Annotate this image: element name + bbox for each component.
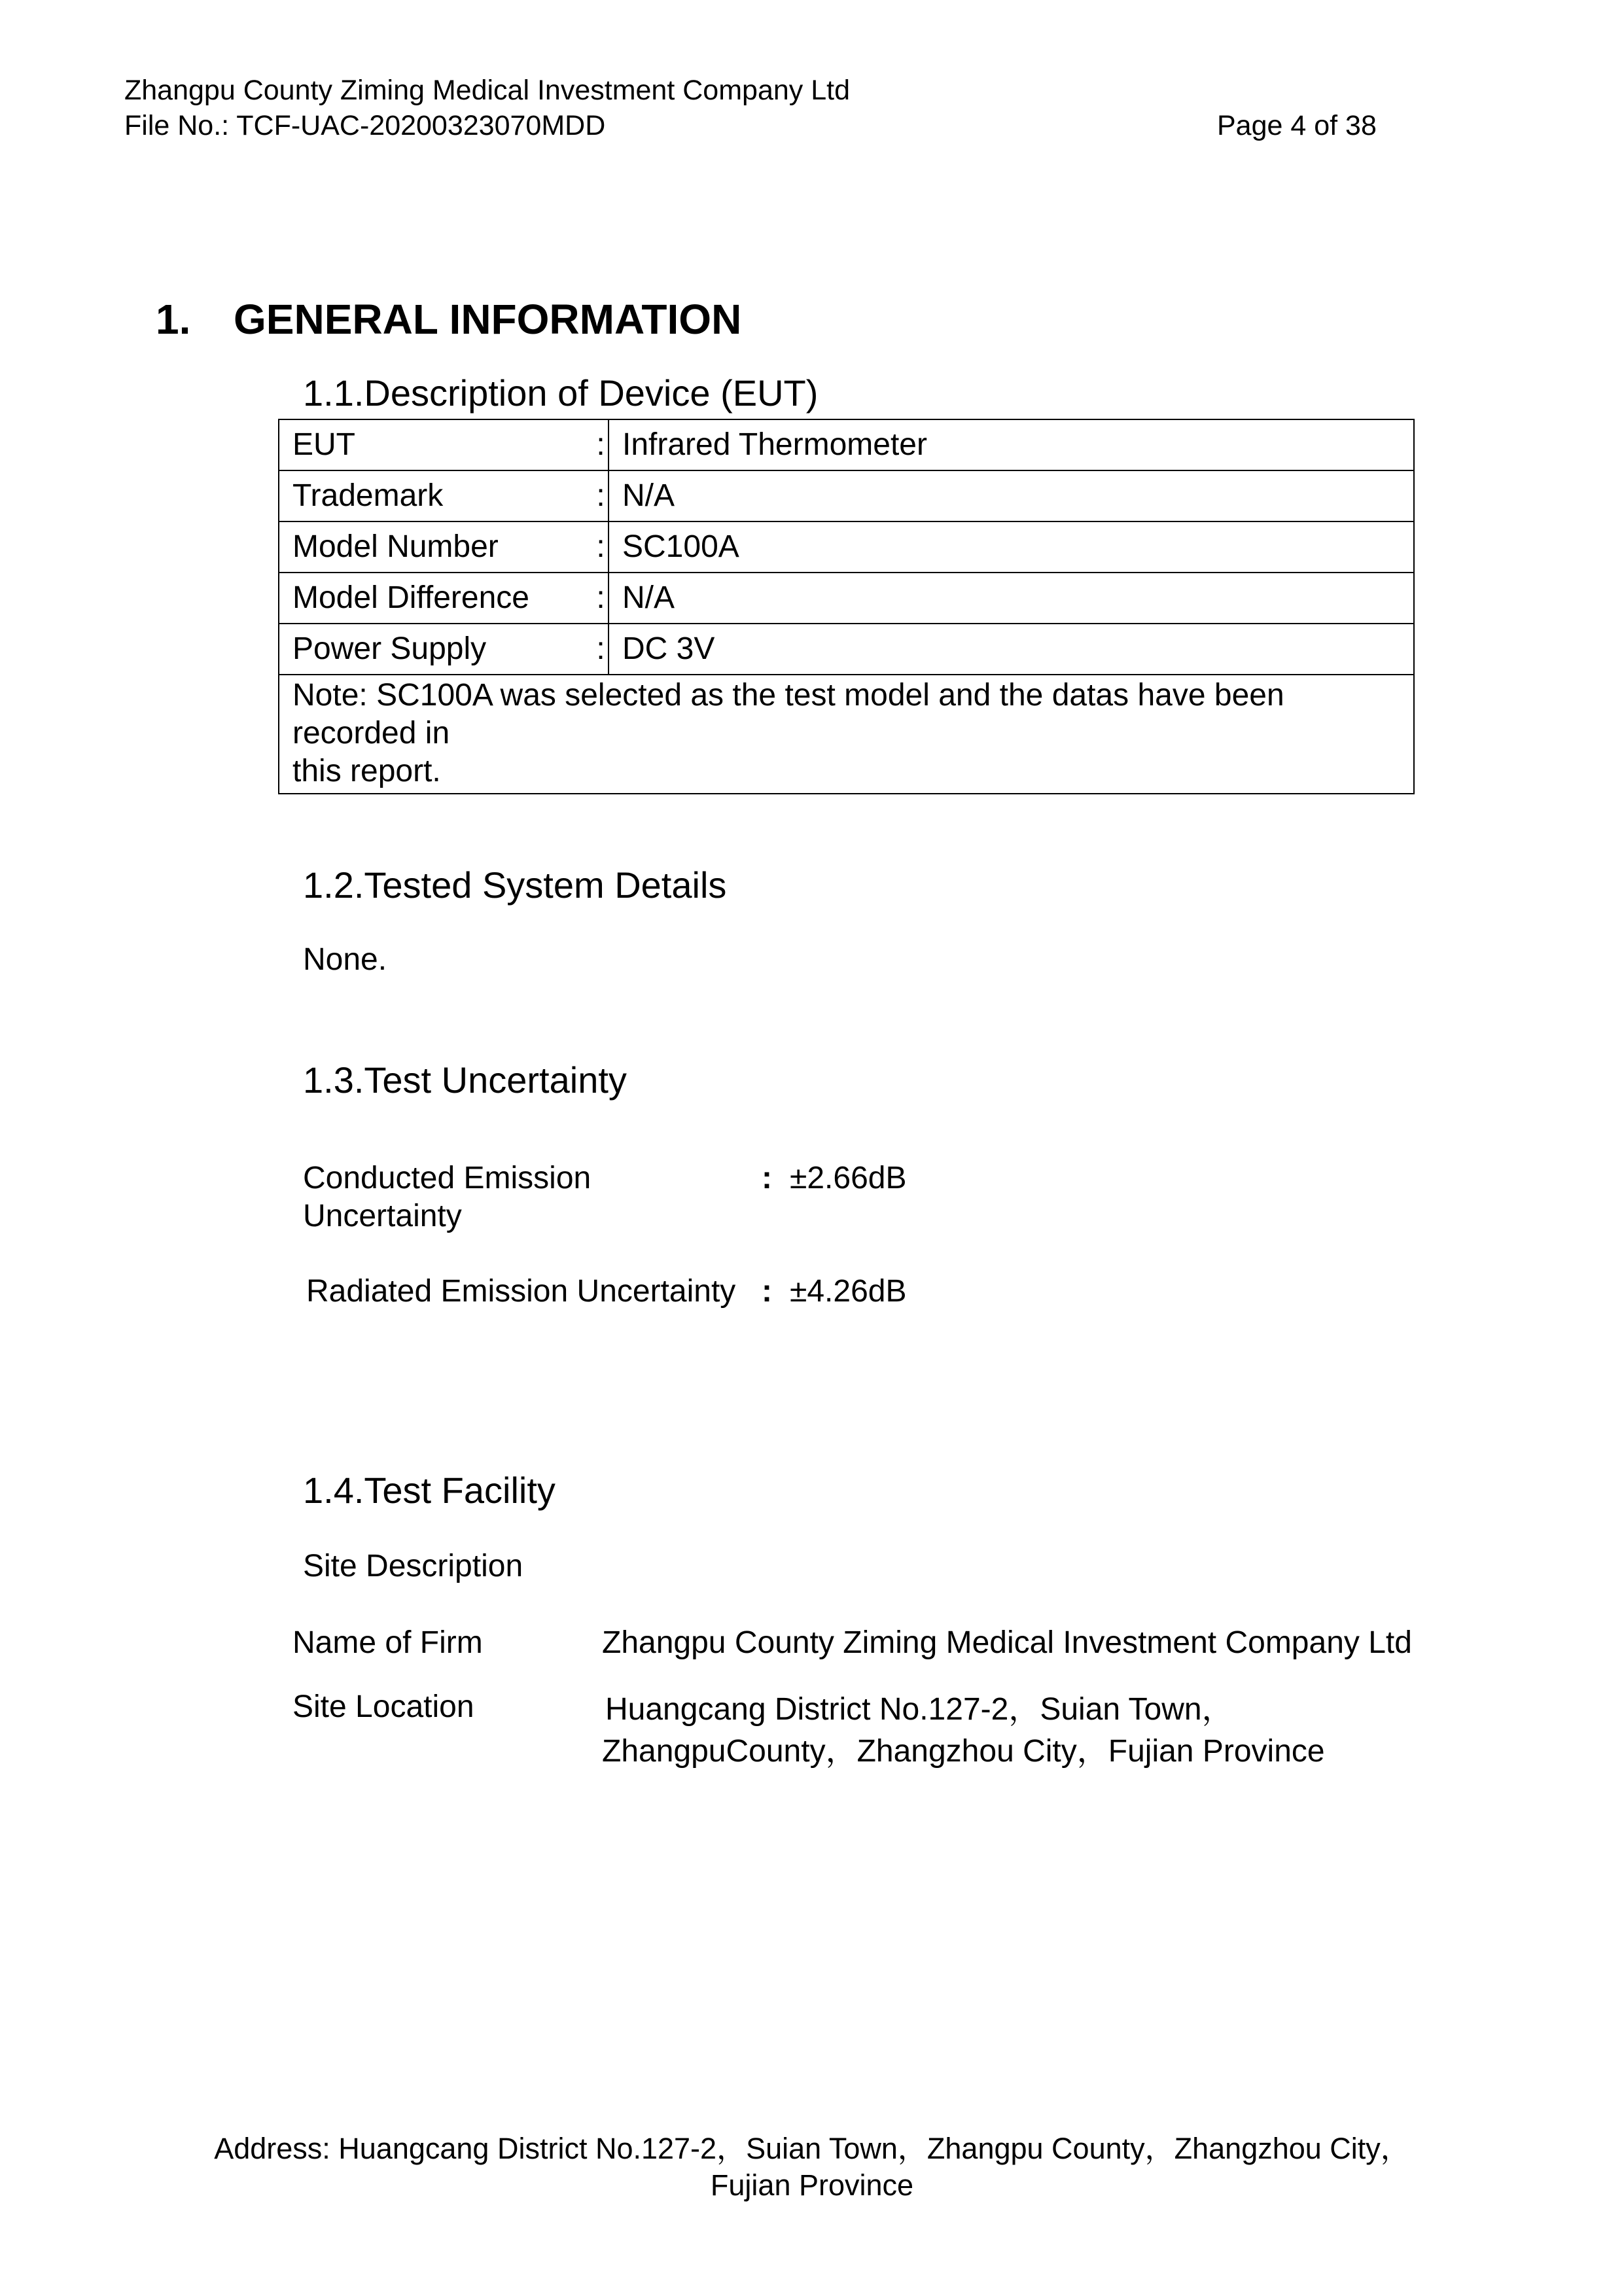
table-note: [279, 675, 1414, 794]
row-label: Model Number: [279, 521, 593, 573]
site-location-line2: ZhangpuCounty，Zhangzhou City，Fujian Province: [602, 1734, 1325, 1769]
note-line: this report.: [292, 754, 441, 788]
row-separator: :: [593, 624, 609, 675]
table-row: [279, 624, 1414, 675]
row-value: N/A: [609, 573, 1414, 624]
eut-description-table: [278, 419, 1415, 794]
conducted-emission-value: ±2.66dB: [790, 1161, 907, 1195]
footer-address: Address: Huangcang District No.127-2，Suian Town，Zhangpu County，Zhangzhou City，: [214, 2132, 1410, 2165]
table-row: [279, 419, 1414, 470]
tested-system-text: None.: [303, 942, 387, 977]
conducted-separator: :: [762, 1161, 772, 1195]
header-page-number: Page 4 of 38: [1217, 110, 1377, 141]
row-label: Model Difference: [279, 573, 593, 624]
heading-1-3: 1.3.Test Uncertainty: [303, 1059, 627, 1101]
row-separator: :: [593, 573, 609, 624]
note-line: Note: SC100A was selected as the test model and the datas have been: [292, 678, 1284, 713]
conducted-emission-label-cont: Uncertainty: [303, 1199, 462, 1233]
section-title: GENERAL INFORMATION: [234, 296, 742, 343]
table-row: [279, 470, 1414, 521]
table-row: [279, 573, 1414, 624]
conducted-emission-label: Conducted Emission: [303, 1161, 591, 1195]
section-number: 1.: [156, 296, 191, 343]
row-label: Power Supply: [279, 624, 593, 675]
firm-name-label: Name of Firm: [292, 1625, 483, 1660]
heading-1-1: 1.1.Description of Device (EUT): [303, 372, 819, 414]
header-company: Zhangpu County Ziming Medical Investment Company Ltd: [124, 75, 850, 106]
site-location-line1: Huangcang District No.127-2，Suian Town，: [605, 1692, 1233, 1727]
table-note-row: [279, 675, 1414, 794]
row-separator: :: [593, 470, 609, 521]
site-location-label: Site Location: [292, 1689, 474, 1724]
radiated-emission-label: Radiated Emission Uncertainty: [306, 1274, 736, 1309]
row-separator: :: [593, 521, 609, 573]
firm-name-value: Zhangpu County Ziming Medical Investment Company Ltd: [602, 1625, 1412, 1660]
row-value: DC 3V: [609, 624, 1414, 675]
row-label: EUT: [279, 419, 593, 470]
header-file-no: File No.: TCF-UAC-20200323070MDD: [124, 110, 606, 141]
row-label: Trademark: [279, 470, 593, 521]
note-line: recorded in: [292, 716, 450, 751]
row-separator: :: [593, 419, 609, 470]
row-value: Infrared Thermometer: [609, 419, 1414, 470]
radiated-separator: :: [762, 1274, 772, 1309]
heading-1-2: 1.2.Tested System Details: [303, 864, 727, 906]
heading-1-4: 1.4.Test Facility: [303, 1470, 556, 1511]
radiated-emission-value: ±4.26dB: [790, 1274, 907, 1309]
row-value: N/A: [609, 470, 1414, 521]
table-row: [279, 521, 1414, 573]
footer-address-cont: Fujian Province: [710, 2168, 914, 2202]
row-value: SC100A: [609, 521, 1414, 573]
site-description-label: Site Description: [303, 1549, 523, 1583]
